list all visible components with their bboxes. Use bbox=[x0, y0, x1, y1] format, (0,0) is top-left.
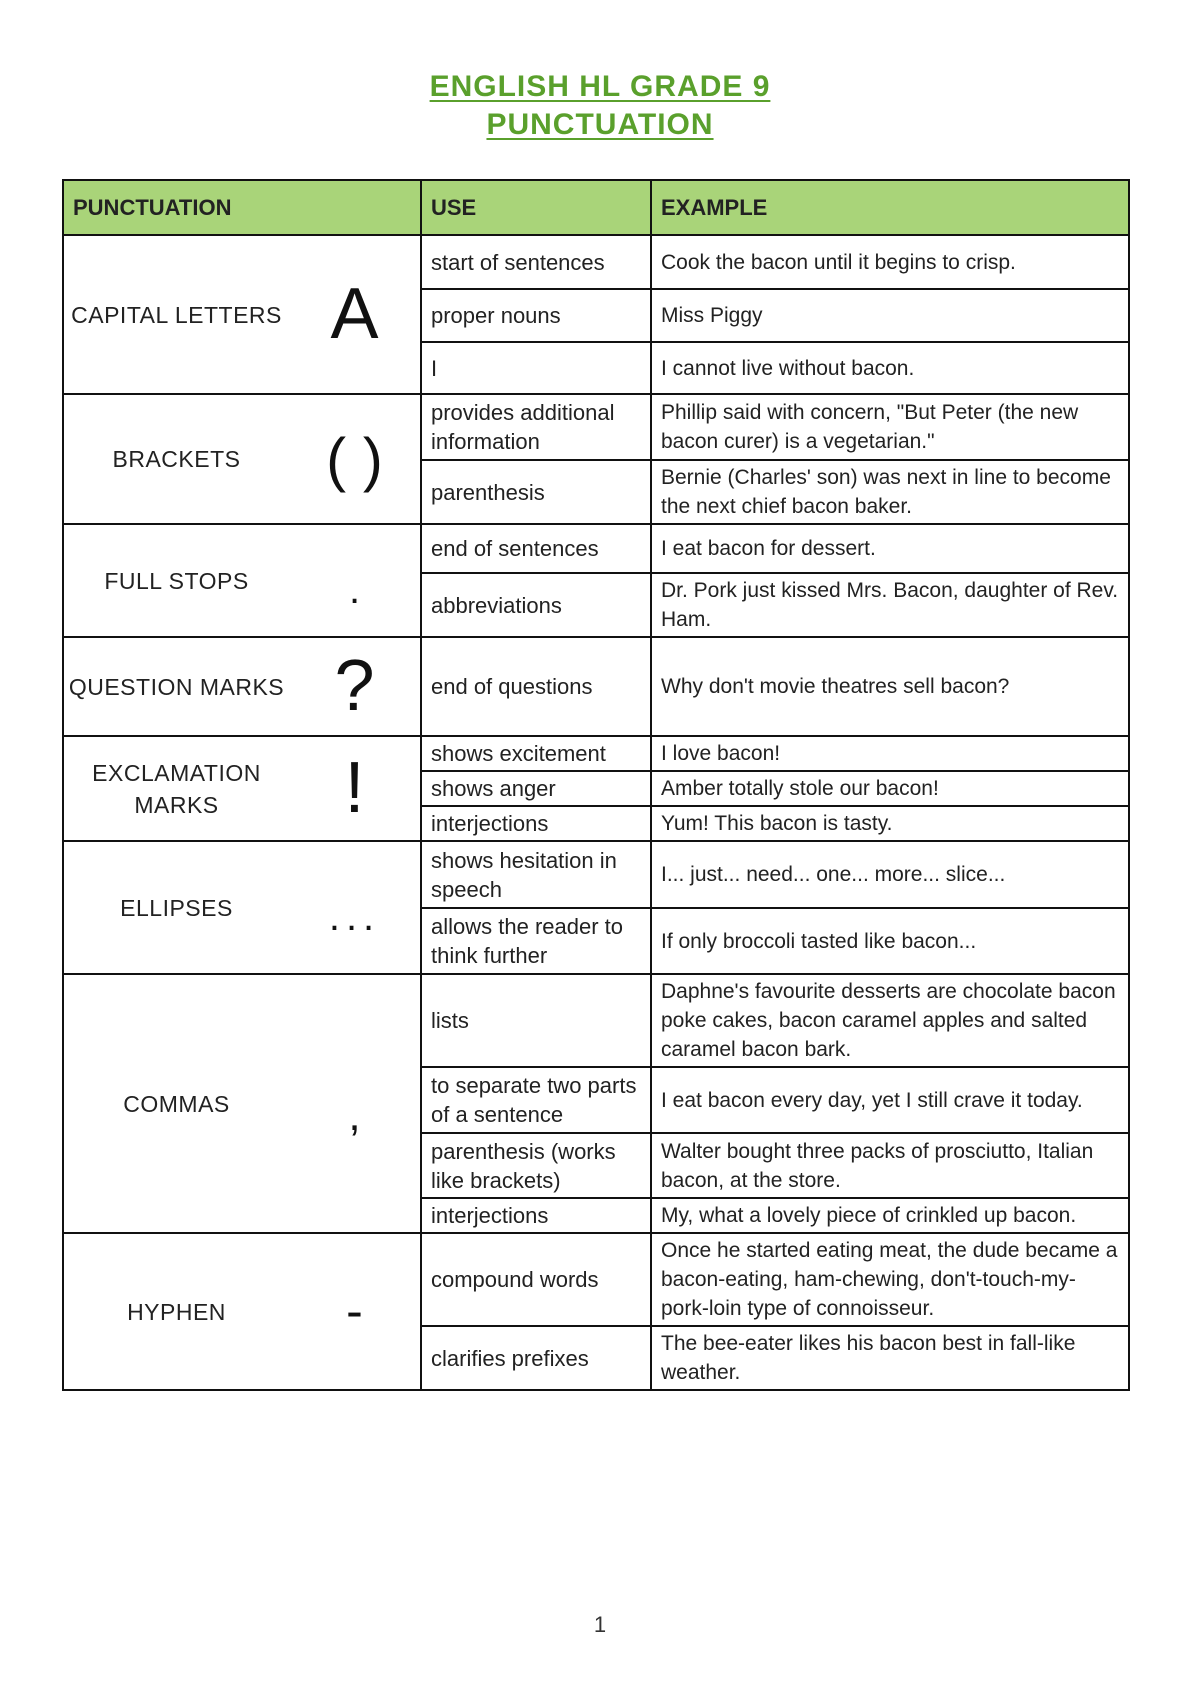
punctuation-symbol: ? bbox=[334, 646, 375, 726]
category-name: COMMAS bbox=[123, 1090, 230, 1117]
use-cell: interjections bbox=[421, 806, 651, 841]
punctuation-symbol: ( ) bbox=[326, 425, 383, 493]
example-cell: If only broccoli tasted like bacon... bbox=[651, 908, 1129, 974]
category-cell bbox=[63, 394, 421, 524]
example-cell: The bee-eater likes his bacon best in fall-like weather. bbox=[651, 1326, 1129, 1390]
use-cell: to separate two parts of a sentence bbox=[421, 1067, 651, 1133]
title-line-1: ENGLISH HL GRADE 9 bbox=[429, 70, 771, 103]
example-cell: I love bacon! bbox=[651, 736, 1129, 771]
table-row bbox=[63, 736, 1129, 771]
category-cell bbox=[63, 974, 421, 1233]
example-cell: Once he started eating meat, the dude became a bacon-eating, ham-chewing, don't-touch-my-pork-loin type of connoisseur. bbox=[651, 1233, 1129, 1326]
example-cell: Why don't movie theatres sell bacon? bbox=[651, 637, 1129, 736]
category-cell bbox=[63, 524, 421, 637]
use-cell: shows anger bbox=[421, 771, 651, 806]
table-header-row bbox=[63, 180, 1129, 235]
page-number: 1 bbox=[593, 1612, 607, 1637]
use-cell: lists bbox=[421, 974, 651, 1067]
category-cell bbox=[63, 736, 421, 841]
table-row bbox=[63, 1233, 1129, 1326]
use-cell: start of sentences bbox=[421, 235, 651, 289]
example-cell: Miss Piggy bbox=[651, 289, 1129, 342]
example-cell: I eat bacon for dessert. bbox=[651, 524, 1129, 573]
table-row bbox=[63, 235, 1129, 289]
use-cell: end of sentences bbox=[421, 524, 651, 573]
use-cell: provides additional information bbox=[421, 394, 651, 460]
punctuation-table bbox=[62, 179, 1130, 1391]
example-cell: Phillip said with concern, "But Peter (the new bacon curer) is a vegetarian." bbox=[651, 394, 1129, 460]
header-example: EXAMPLE bbox=[651, 180, 1129, 235]
use-cell: clarifies prefixes bbox=[421, 1326, 651, 1390]
punctuation-symbol: ! bbox=[344, 748, 365, 828]
header-punctuation: PUNCTUATION bbox=[63, 180, 421, 235]
category-cell bbox=[63, 235, 421, 394]
use-cell: abbreviations bbox=[421, 573, 651, 637]
punctuation-symbol: . bbox=[348, 568, 361, 612]
table-row bbox=[63, 974, 1129, 1067]
table-row bbox=[63, 524, 1129, 573]
use-cell: proper nouns bbox=[421, 289, 651, 342]
document-title bbox=[0, 68, 1200, 144]
use-cell: I bbox=[421, 342, 651, 394]
use-cell: interjections bbox=[421, 1198, 651, 1233]
category-cell bbox=[63, 637, 421, 736]
punctuation-symbol: A bbox=[330, 274, 379, 354]
table-row bbox=[63, 841, 1129, 908]
table-row bbox=[63, 394, 1129, 460]
category-cell bbox=[63, 841, 421, 974]
header-use: USE bbox=[421, 180, 651, 235]
use-cell: compound words bbox=[421, 1233, 651, 1326]
example-cell: I eat bacon every day, yet I still crave it today. bbox=[651, 1067, 1129, 1133]
use-cell: end of questions bbox=[421, 637, 651, 736]
example-cell: My, what a lovely piece of crinkled up bacon. bbox=[651, 1198, 1129, 1233]
use-cell: parenthesis (works like brackets) bbox=[421, 1133, 651, 1198]
example-cell: Dr. Pork just kissed Mrs. Bacon, daughter of Rev. Ham. bbox=[651, 573, 1129, 637]
category-name: BRACKETS bbox=[112, 446, 241, 472]
category-name: HYPHEN bbox=[127, 1298, 226, 1325]
category-name: CAPITAL LETTERS bbox=[71, 301, 282, 328]
punctuation-symbol: - bbox=[346, 1283, 363, 1339]
example-cell: I... just... need... one... more... slice... bbox=[651, 841, 1129, 908]
example-cell: Daphne's favourite desserts are chocolate bacon poke cakes, bacon caramel apples and salted caramel bacon bark. bbox=[651, 974, 1129, 1067]
use-cell: shows excitement bbox=[421, 736, 651, 771]
category-cell bbox=[63, 1233, 421, 1390]
category-name: EXCLAMATION MARKS bbox=[92, 759, 261, 818]
example-cell: Yum! This bacon is tasty. bbox=[651, 806, 1129, 841]
category-name: QUESTION MARKS bbox=[68, 673, 285, 700]
use-cell: shows hesitation in speech bbox=[421, 841, 651, 908]
example-cell: Bernie (Charles' son) was next in line to become the next chief bacon baker. bbox=[651, 460, 1129, 524]
example-cell: I cannot live without bacon. bbox=[651, 342, 1129, 394]
use-cell: parenthesis bbox=[421, 460, 651, 524]
category-name: ELLIPSES bbox=[120, 894, 233, 921]
example-cell: Amber totally stole our bacon! bbox=[651, 771, 1129, 806]
use-cell: allows the reader to think further bbox=[421, 908, 651, 974]
punctuation-symbol: ... bbox=[328, 895, 381, 939]
category-name: FULL STOPS bbox=[104, 567, 249, 594]
example-cell: Walter bought three packs of prosciutto, Italian bacon, at the store. bbox=[651, 1133, 1129, 1198]
example-cell: Cook the bacon until it begins to crisp. bbox=[651, 235, 1129, 289]
punctuation-symbol: , bbox=[348, 1091, 361, 1140]
table-row bbox=[63, 637, 1129, 736]
title-line-2: PUNCTUATION bbox=[486, 108, 714, 141]
